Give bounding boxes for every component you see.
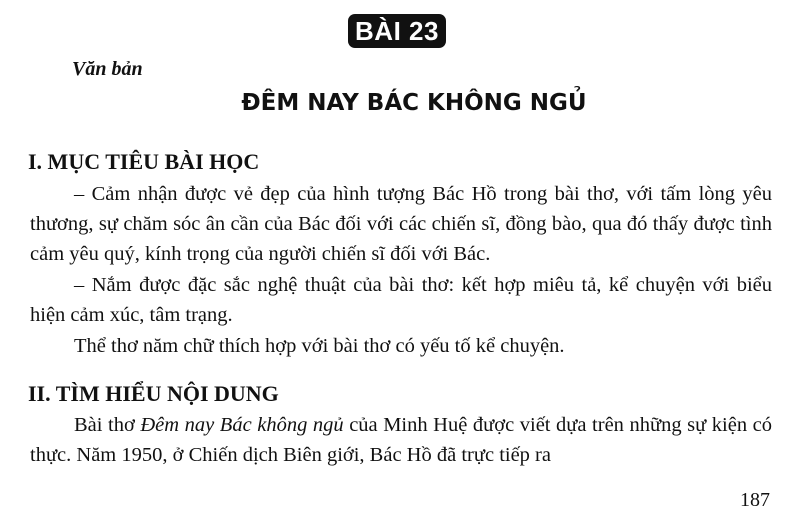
section-label: Văn bản	[72, 58, 143, 80]
section2-paragraph-1	[30, 410, 772, 470]
section2-paragraph-1-rest: của Minh Huệ được viết dựa trên những sự kiện có thực. Năm 1950, ở Chiến dịch Biên giới, Bác Hồ đã trực tiếp ra	[30, 414, 772, 466]
section1-paragraph-1: – Cảm nhận được vẻ đẹp của hình tượng Bác Hồ trong bài thơ, với tấm lòng yêu thương, sự chăm sóc ân cần của Bác đối với các chiến sĩ, đồng bào, qua đó thấy được tình cảm yêu quý, kính trọng của người chiến sĩ đối với Bác.	[30, 183, 772, 265]
section1-paragraph-2: – Nắm được đặc sắc nghệ thuật của bài thơ: kết hợp miêu tả, kể chuyện với biểu hiện cảm xúc, tâm trạng.	[30, 274, 772, 326]
poem-title-italic: Đêm nay Bác không ngủ	[140, 414, 344, 436]
section1-heading: I. MỤC TIÊU BÀI HỌC	[28, 149, 260, 174]
lesson-title: ĐÊM NAY BÁC KHÔNG NGỦ	[241, 90, 587, 116]
section2-paragraph-1-start: Bài thơ	[74, 414, 141, 436]
section1-paragraph-3: Thể thơ năm chữ thích hợp với bài thơ có yếu tố kể chuyện.	[74, 335, 565, 357]
lesson-badge: BÀI 23	[348, 14, 446, 48]
page-number: 187	[740, 489, 770, 511]
section2-heading: II. TÌM HIỂU NỘI DUNG	[28, 381, 279, 406]
